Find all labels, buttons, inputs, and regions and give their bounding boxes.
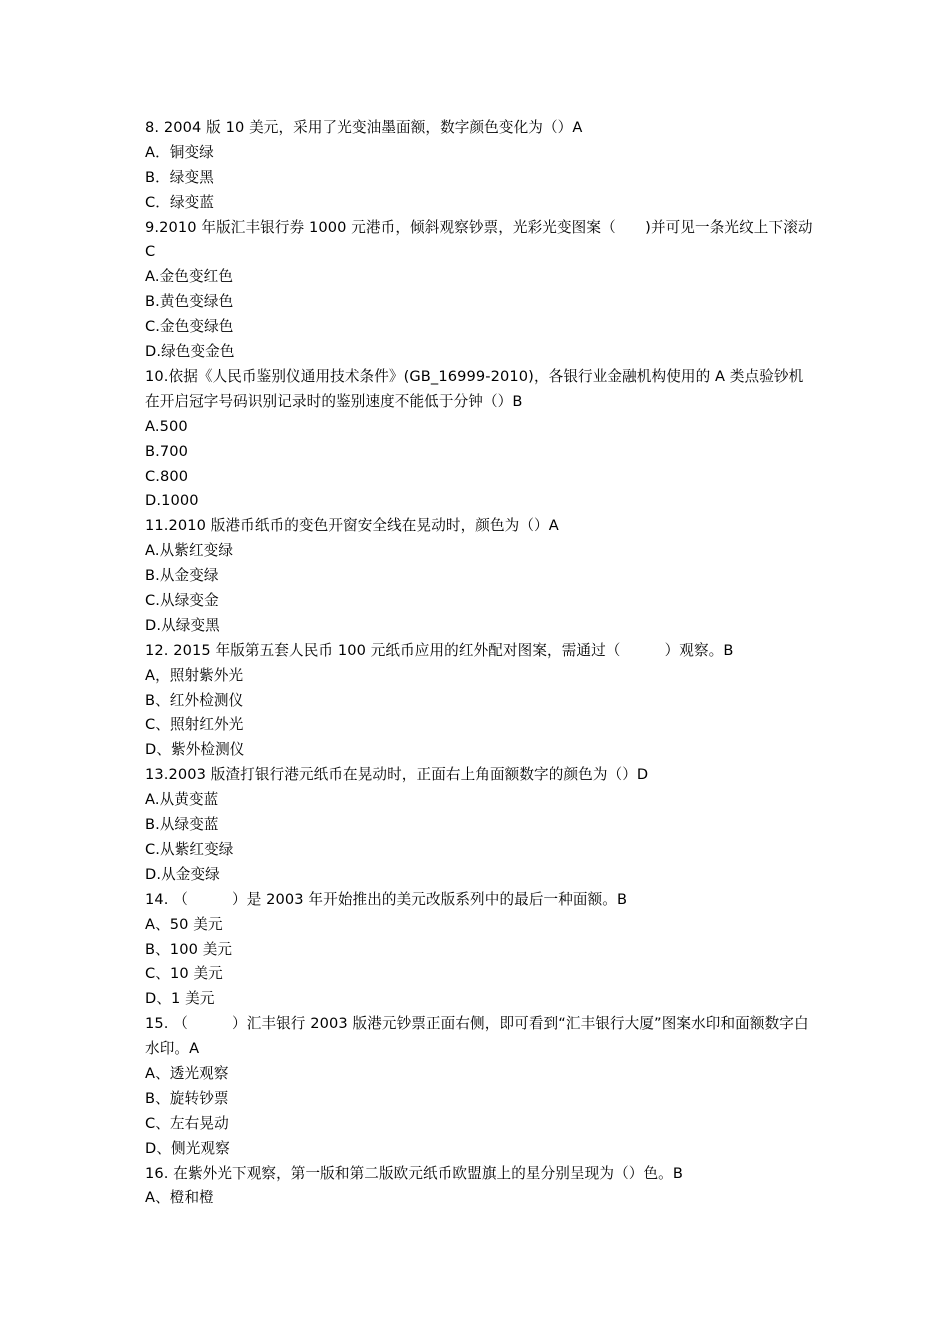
answer-option: B．绿变黑	[145, 168, 214, 186]
question-block	[145, 365, 815, 514]
answer-option: A、橙和橙	[145, 1189, 214, 1207]
answer-option: B.从金变绿	[145, 567, 219, 585]
answer-option: D、侧光观察	[145, 1139, 230, 1157]
question-stem: 8. 2004 版 10 美元，采用了光变油墨面额，数字颜色变化为（）A	[145, 119, 583, 136]
answer-option: D、紫外检测仪	[145, 741, 245, 759]
answer-option: B、红外检测仪	[145, 691, 244, 709]
question-block	[145, 1162, 815, 1212]
answer-option: D.1000	[145, 492, 199, 510]
question-stem: 15. （ ）汇丰银行 2003 版港元钞票正面右侧，即可看到“汇丰银行大厦”图案水印和面额数字白水印。A	[145, 1015, 809, 1058]
answer-option: D.从绿变黑	[145, 616, 220, 634]
question-stem: 9.2010 年版汇丰银行券 1000 元港币，倾斜观察钞票，光彩光变图案（ )并可见一条光纹上下滚动 C	[145, 218, 818, 261]
question-block	[145, 1012, 815, 1161]
answer-option: A、50 美元	[145, 915, 223, 933]
question-stem: 14. （ ）是 2003 年开始推出的美元改版系列中的最后一种面额。B	[145, 890, 628, 908]
question-block	[145, 216, 818, 365]
question-stem: 10.依据《人民币鉴别仪通用技术条件》(GB_16999-2010)，各银行业金融机构使用的 A 类点验钞机在开启冠字号码识别记录时的鉴别速度不能低于分钟（）B	[145, 367, 804, 410]
answer-option: C.从绿变金	[145, 592, 219, 610]
answer-option: A.从紫红变绿	[145, 542, 234, 560]
answer-option: D.从金变绿	[145, 865, 220, 883]
answer-option: D.绿色变金色	[145, 343, 235, 361]
question-block	[145, 763, 815, 887]
answer-option: C．绿变蓝	[145, 193, 215, 211]
question-block	[145, 639, 815, 763]
question-stem: 16. 在紫外光下观察，第一版和第二版欧元纸币欧盟旗上的星分别呈现为（）色。B	[145, 1164, 683, 1182]
answer-option: A．铜变绿	[145, 143, 214, 161]
answer-option: B.黄色变绿色	[145, 293, 234, 311]
answer-option: C.金色变绿色	[145, 318, 234, 336]
answer-option: C.从紫红变绿	[145, 840, 234, 858]
answer-option: A.金色变红色	[145, 268, 234, 286]
answer-option: D、1 美元	[145, 990, 215, 1008]
question-block	[145, 514, 815, 638]
question-stem: 13.2003 版渣打银行港元纸币在晃动时，正面右上角面额数字的颜色为（）D	[145, 766, 649, 784]
question-stem: 12. 2015 年版第五套人民币 100 元纸币应用的红外配对图案，需通过（ ）观察。B	[145, 641, 734, 659]
answer-option: A、透光观察	[145, 1065, 229, 1083]
question-block	[145, 116, 815, 216]
answer-option: B、100 美元	[145, 940, 233, 958]
answer-option: A.500	[145, 417, 188, 435]
answer-option: C、左右晃动	[145, 1114, 229, 1132]
question-stem: 11.2010 版港币纸币的变色开窗安全线在晃动时，颜色为（）A	[145, 517, 559, 535]
answer-option: C、照射红外光	[145, 716, 244, 734]
answer-option: A.从黄变蓝	[145, 791, 219, 809]
answer-option: B.700	[145, 442, 189, 460]
question-block	[145, 888, 815, 1012]
answer-option: B.从绿变蓝	[145, 816, 219, 834]
answer-option: B、旋转钞票	[145, 1089, 229, 1107]
question-list	[145, 116, 818, 1211]
answer-option: C、10 美元	[145, 965, 223, 983]
answer-option: A，照射紫外光	[145, 666, 244, 684]
answer-option: C.800	[145, 467, 189, 485]
